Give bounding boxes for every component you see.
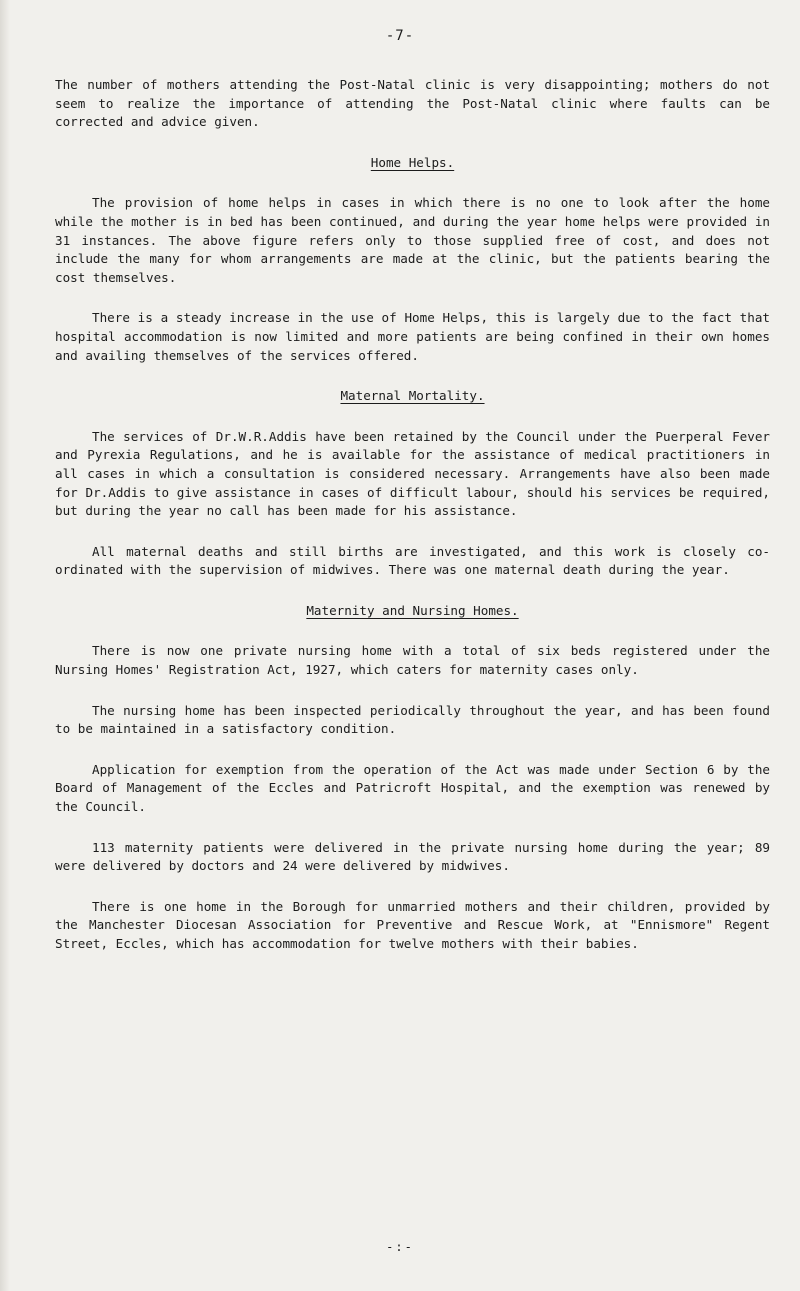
nursing-homes-paragraph-4: 113 maternity patients were delivered in the private nursing home during the year; 89 were delivered by doctors and 24 were delivered by midwives. — [55, 839, 770, 874]
heading-maternal-mortality: Maternal Mortality. — [340, 388, 485, 404]
nursing-homes-paragraph-2: The nursing home has been inspected periodically throughout the year, and has been found to be maintained in a satisfactory condition. — [55, 702, 770, 737]
heading-maternity-nursing-homes: Maternity and Nursing Homes. — [306, 602, 519, 618]
page-number: -7- — [385, 28, 415, 44]
maternal-mortality-paragraph-1: The services of Dr.W.R.Addis have been retained by the Council under the Puerperal Fever and Pyrexia Regulations, and he is available for the assistance of medical practitioners in all cases in which a consultation is considered necessary. Arrangements have also been made for Dr.Addis to give assistance in cases of difficult labour, should his services be required, but during the year no call has been made for his assistance. — [55, 428, 770, 519]
page-fold-shadow — [0, 0, 10, 1291]
maternal-mortality-paragraph-2: All maternal deaths and still births are investigated, and this work is closely co-ordinated with the supervision of midwives. There was one maternal death during the year. — [55, 543, 770, 578]
document-body — [55, 76, 770, 976]
home-helps-paragraph-2: There is a steady increase in the use of Home Helps, this is largely due to the fact that hospital accommodation is now limited and more patients are being confined in their own homes and availing themselves of the services offered. — [55, 310, 770, 363]
intro-paragraph: The number of mothers attending the Post-Natal clinic is very disappointing; mothers do not seem to realize the importance of attending the Post-Natal clinic where faults can be corrected and advice given. — [55, 77, 770, 130]
nursing-homes-paragraph-5: There is one home in the Borough for unmarried mothers and their children, provided by the Manchester Diocesan Association for Preventive and Rescue Work, at "Ennismore" Regent Street, Eccles, which has accommodation for twelve mothers with their babies. — [55, 898, 770, 951]
nursing-homes-paragraph-3: Application for exemption from the operation of the Act was made under Section 6 by the Board of Management of the Eccles and Patricroft Hospital, and the exemption was renewed by the Council. — [55, 761, 770, 815]
home-helps-paragraph-1: The provision of home helps in cases in which there is no one to look after the home while the mother is in bed has been continued, and during the year home helps were provided in 31 instances. The above figure refers only to those supplied free of cost, and does not include the many for whom arrangements are made at the clinic, but the patients bearing the cost themselves. — [55, 195, 770, 285]
heading-home-helps: Home Helps. — [370, 154, 455, 170]
footer-mark: -:- — [386, 1240, 414, 1254]
nursing-homes-paragraph-1: There is now one private nursing home with a total of six beds registered under the Nursing Homes' Registration Act, 1927, which caters for maternity cases only. — [55, 643, 770, 678]
